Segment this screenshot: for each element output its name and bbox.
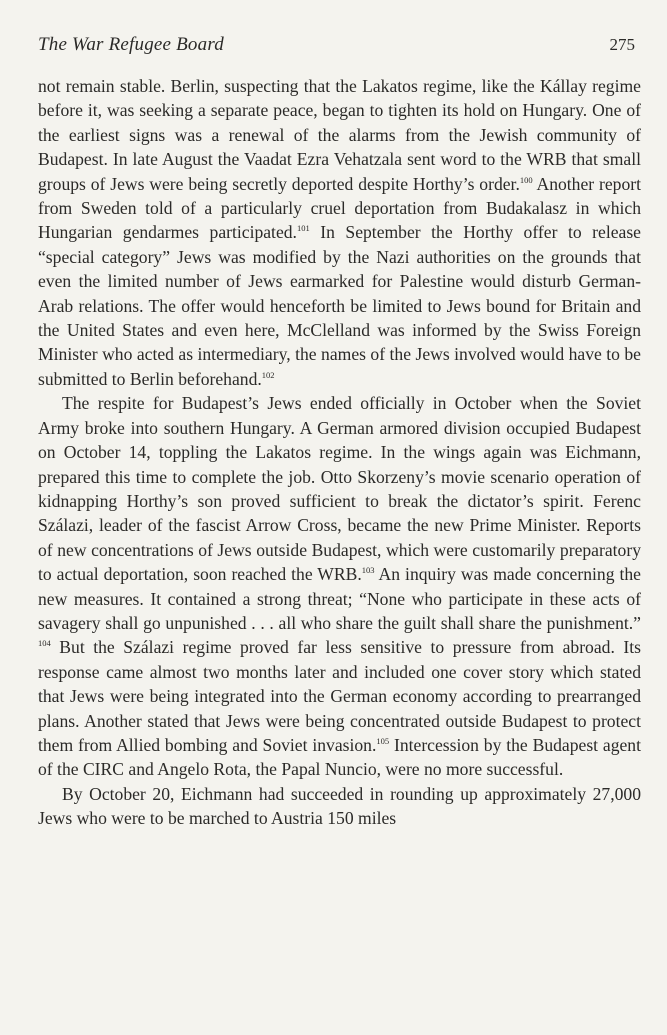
footnote-reference: 103 xyxy=(361,565,375,576)
footnote-reference: 104 xyxy=(38,638,51,649)
body-text xyxy=(38,74,641,831)
footnote-reference: 102 xyxy=(261,370,275,381)
paragraph-text: The respite for Budapest’s Jews ended officially in October when the Soviet Army broke into southern Hungary. A German armored division occupied Budapest on October 14, toppling the Lakatos regime. In the wings again was Eichmann, prepared this time to complete the job. Otto Skorzeny’s movie scenario operation of kidnapping Horthy’s son proved sufficient to break the dictator’s spirit. Ferenc Szálazi, leader of the fascist Arrow Cross, became the new Prime Minister. Reports of new concentrations of Jews outside Budapest, which were customarily preparatory to actual deportation, soon reached the WRB. xyxy=(38,393,641,585)
footnote-reference: 101 xyxy=(296,223,310,234)
running-head xyxy=(38,34,641,60)
paragraph-text: An inquiry was made concerning the new measures. It contained a strong threat; “None who participate in these acts of savagery shall go unpunished . . . all who share the guilt shall share the punishment.” xyxy=(38,564,641,633)
paragraph xyxy=(38,74,641,391)
paragraph-text: Another report from Sweden told of a particularly cruel deportation from Budakalasz in which Hungarian gendarmes participated. xyxy=(38,173,641,243)
footnote-reference: 105 xyxy=(376,736,390,747)
paragraph-text: By October 20, Eichmann had succeeded in rounding up approximately 27,000 Jews who were to be marched to Austria 150 miles xyxy=(38,783,641,829)
paragraph-text: not remain stable. Berlin, suspecting that the Lakatos regime, like the Kállay regime before it, was seeking a separate peace, began to tighten its hold on Hungary. One of the earliest signs was a renewal of the alarms from the Jewish community of Budapest. In late August the Vaadat Ezra Vehatzala sent word to the WRB that small groups of Jews were being secretly deported despite Horthy’s order. xyxy=(38,76,641,194)
page-number: 275 xyxy=(609,35,635,54)
running-title: The War Refugee Board xyxy=(38,34,224,55)
paragraph-text: In September the Horthy offer to release “special category” Jews was modified by the Nazi authorities on the grounds that even the limited number of Jews earmarked for Palestine would disturb German-Arab relations. The offer would henceforth be limited to Jews bound for Britain and the United States and even here, McClelland was informed by the Swiss Foreign Minister who acted as intermediary, the names of the Jews involved would have to be submitted to Berlin beforehand. xyxy=(38,222,641,389)
footnote-reference: 100 xyxy=(519,174,533,185)
paragraph xyxy=(38,391,641,782)
paragraph-text: But the Szálazi regime proved far less sensitive to pressure from abroad. Its response came almost two months later and included one cover story which stated that Jews were being integrated into the German economy according to prearranged plans. Another stated that Jews were being concentrated outside Budapest to protect them from Allied bombing and Soviet invasion. xyxy=(38,637,641,755)
paragraph-text: Intercession by the Budapest agent of the CIRC and Angelo Rota, the Papal Nuncio, were no more successful. xyxy=(38,734,641,780)
paragraph xyxy=(38,782,641,831)
